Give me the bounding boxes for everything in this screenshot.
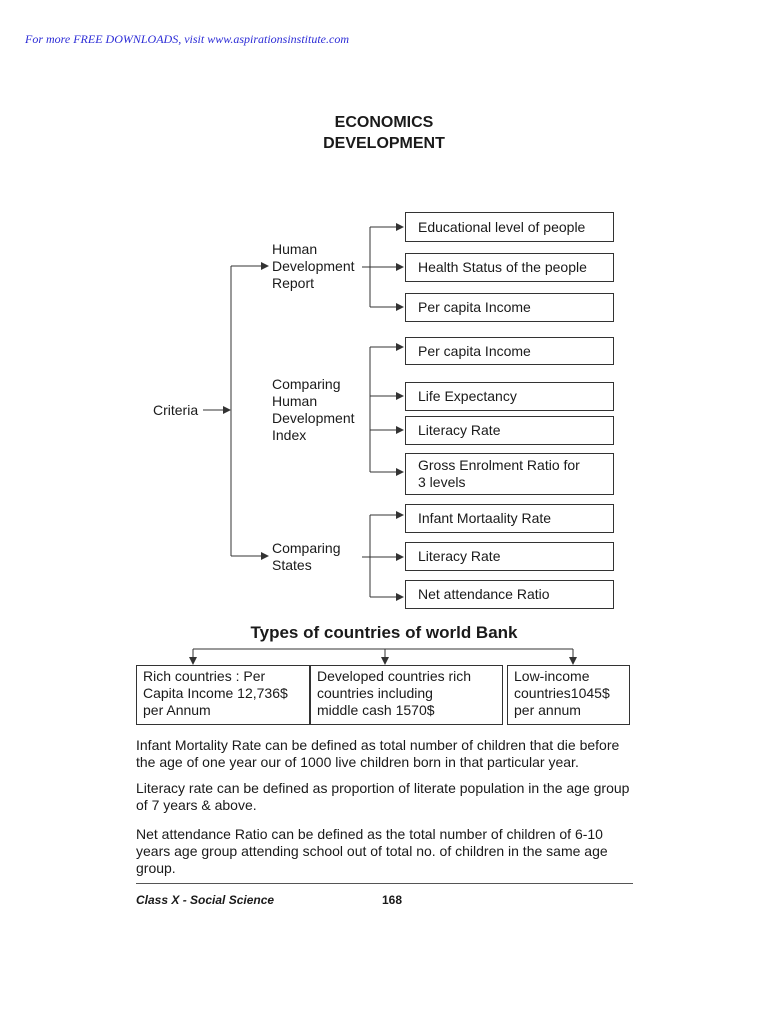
branch-label-comparing-states: Comparing States xyxy=(272,540,341,573)
definition-infant-mortality: Infant Mortality Rate can be defined as total number of children that die before the age of one year our of 1000 live children born in that particular year. xyxy=(136,737,620,770)
criterion-box: Life Expectancy xyxy=(405,382,614,411)
criterion-box: Per capita Income xyxy=(405,293,614,322)
page-number: 168 xyxy=(382,893,403,907)
branch-label-comparing-hdi: Comparing Human Development Index xyxy=(272,376,355,443)
country-type-box: Rich countries : Per Capita Income 12,736$ per Annum xyxy=(136,665,310,725)
criterion-box: Gross Enrolment Ratio for 3 levels xyxy=(405,453,614,495)
criteria-label: Criteria xyxy=(153,402,199,418)
title-line-2: DEVELOPMENT xyxy=(323,135,445,152)
criterion-box: Health Status of the people xyxy=(405,253,614,282)
criterion-box: Literacy Rate xyxy=(405,416,614,445)
criterion-box: Infant Mortaality Rate xyxy=(405,504,614,533)
title-line-1: ECONOMICS xyxy=(334,114,434,131)
criterion-box: Net attendance Ratio xyxy=(405,580,614,609)
country-type-box: Low-income countries1045$ per annum xyxy=(507,665,630,725)
country-type-box: Developed countries rich countries including middle cash 1570$ xyxy=(310,665,503,725)
definition-net-attendance: Net attendance Ratio can be defined as the total number of children of 6-10 years age group attending school out of total no. of children in the same age group. xyxy=(136,826,608,876)
criterion-box: Educational level of people xyxy=(405,212,614,242)
criterion-box: Literacy Rate xyxy=(405,542,614,571)
world-bank-title: Types of countries of world Bank xyxy=(250,623,518,642)
footer-class-label: Class X - Social Science xyxy=(136,893,275,907)
criterion-box: Per capita Income xyxy=(405,337,614,365)
definition-literacy-rate: Literacy rate can be defined as proportion of literate population in the age group of 7 years & above. xyxy=(136,780,630,813)
branch-label-human-development-report: Human Development Report xyxy=(272,241,355,291)
header-download-note: For more FREE DOWNLOADS, visit www.aspirationsinstitute.com xyxy=(25,32,349,46)
footer-divider xyxy=(136,883,633,884)
